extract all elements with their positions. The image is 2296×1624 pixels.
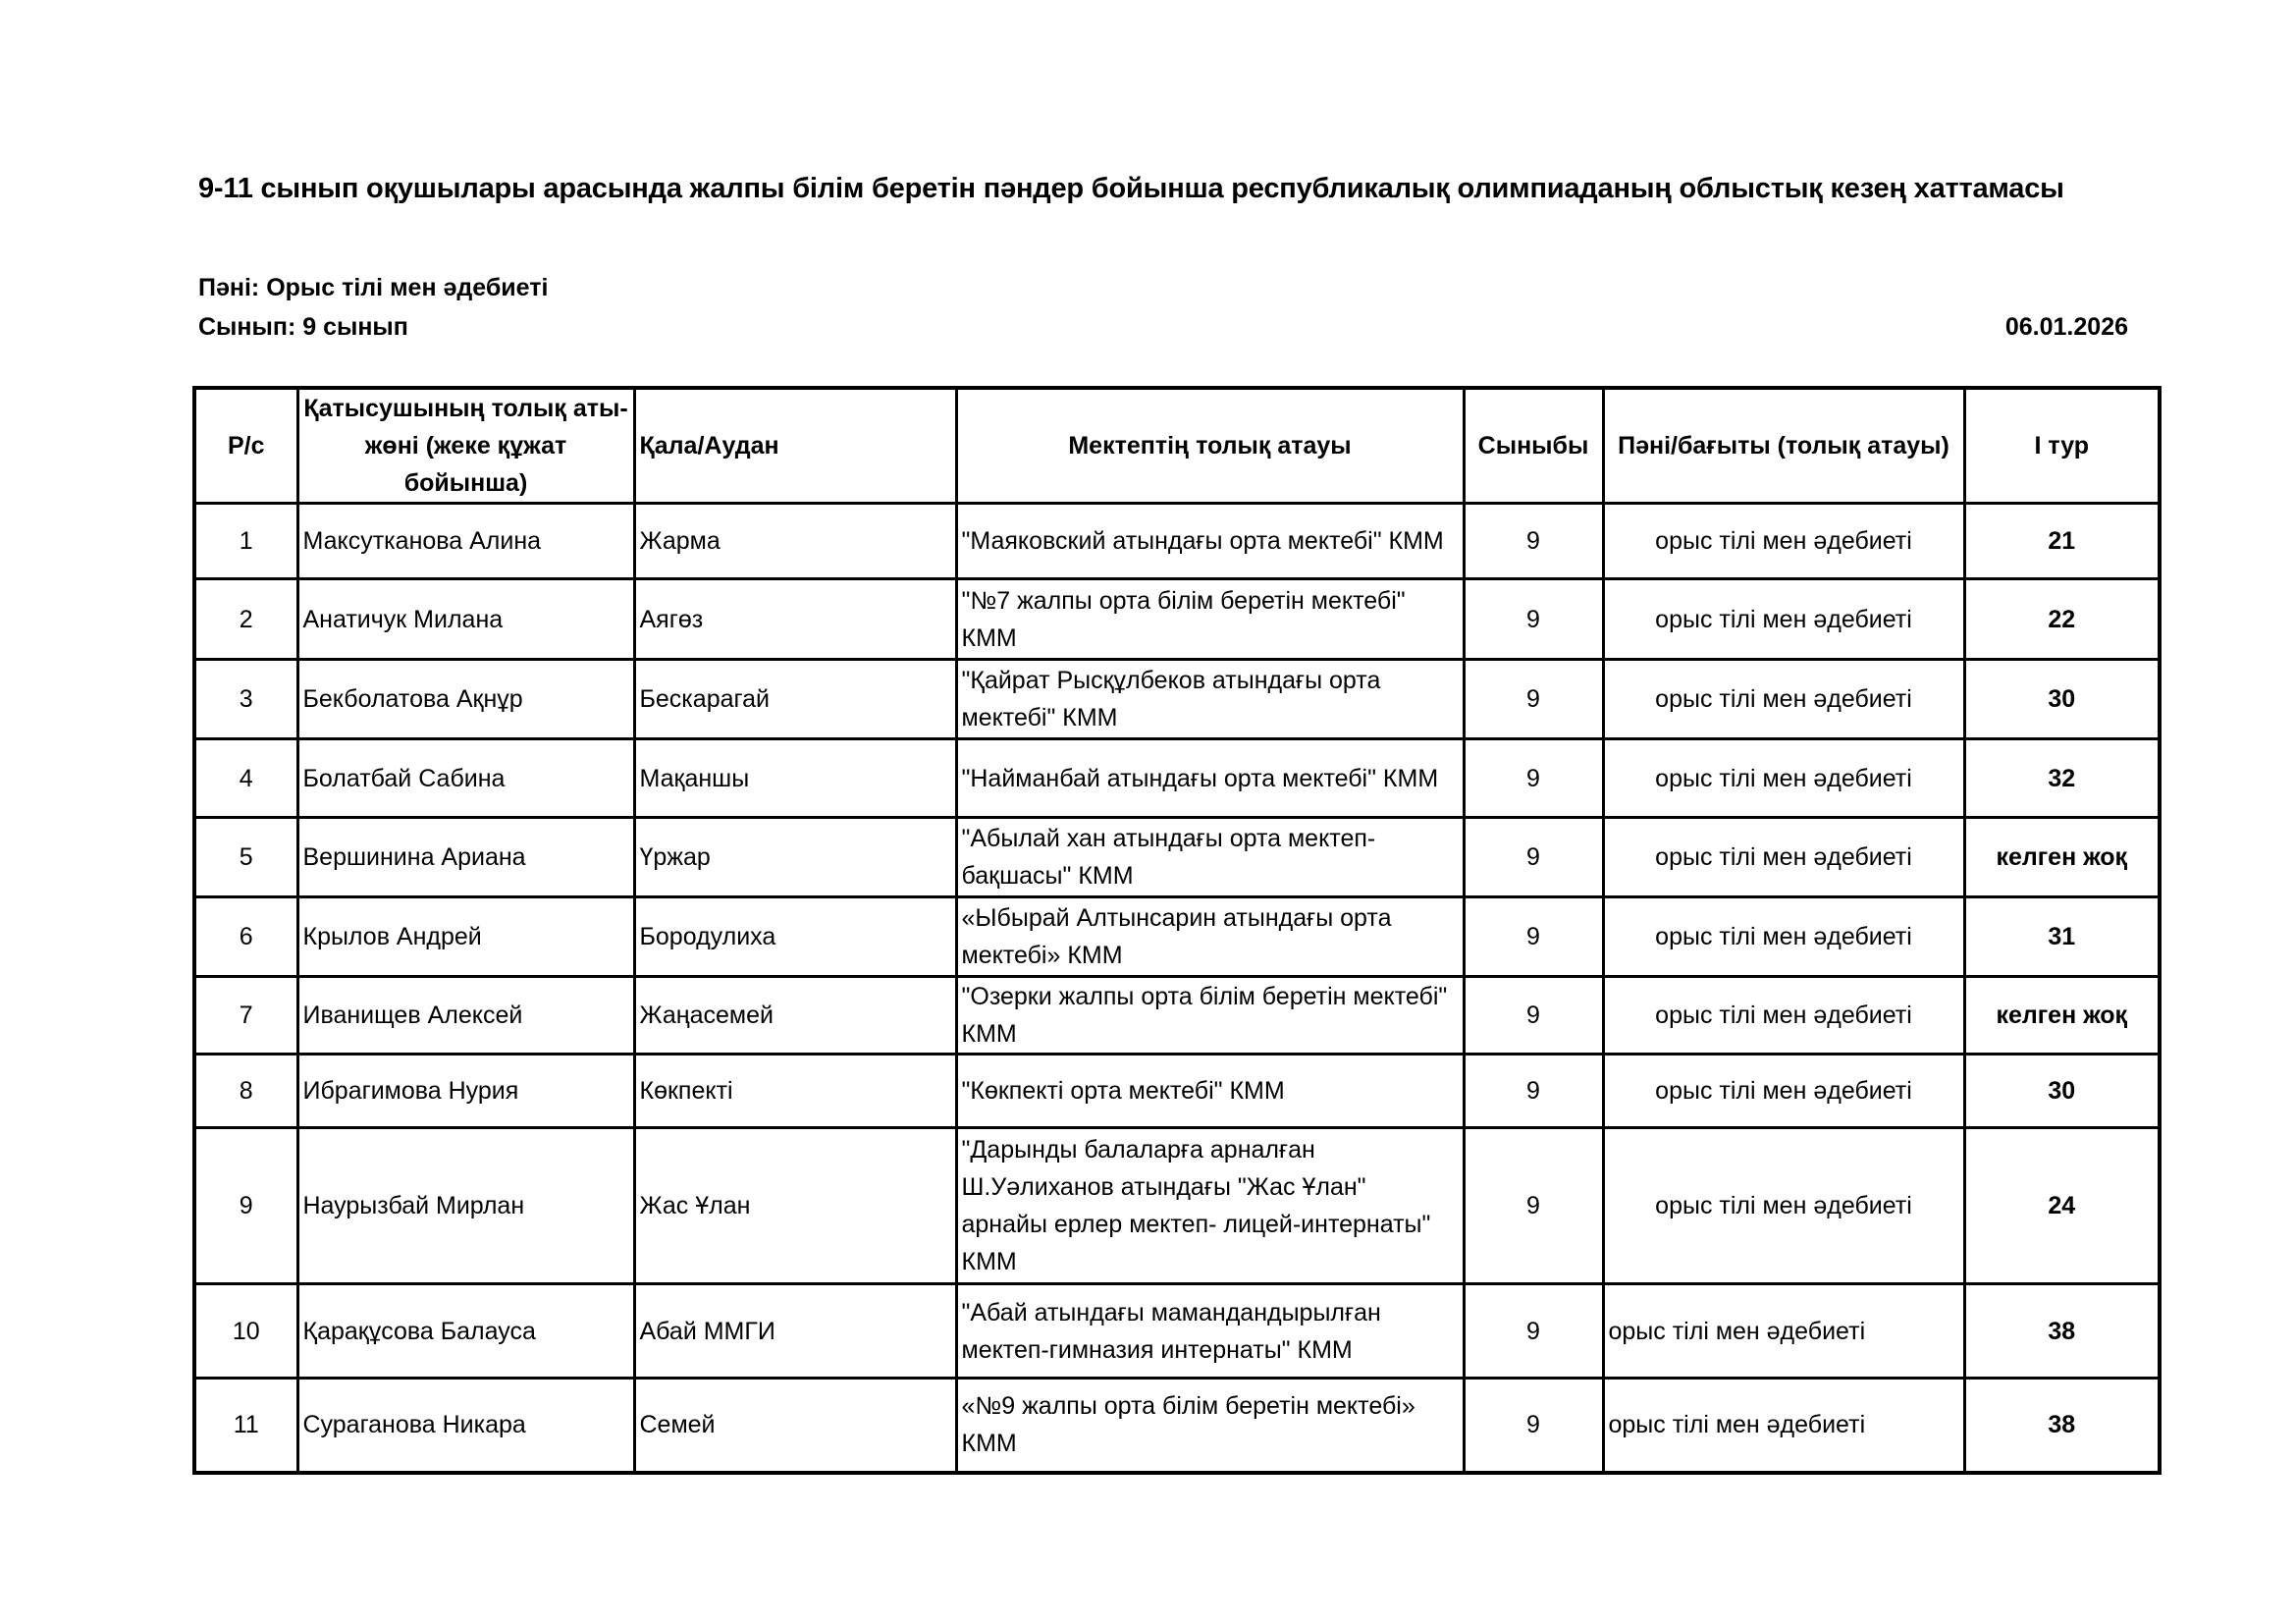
table-row — [194, 977, 2160, 1055]
participant-name-cell: Ибрагимова Нурия — [297, 1055, 634, 1128]
school-name-cell: "Озерки жалпы орта білім беретін мектебі" КММ — [956, 977, 1464, 1055]
subject-cell: орыс тілі мен әдебиеті — [1603, 818, 1964, 897]
row-number-cell: 9 — [194, 1128, 297, 1284]
document-date: 06.01.2026 — [2004, 313, 2128, 341]
school-name-cell: "Дарынды балаларға арналған Ш.Уәлиханов атындағы "Жас Ұлан" арнайы ерлер мектеп- лицей-интернаты" КММ — [956, 1128, 1464, 1284]
row-number-cell: 1 — [194, 504, 297, 579]
score-cell: 22 — [1964, 579, 2160, 660]
participant-name-cell: Максутканова Алина — [297, 504, 634, 579]
table-row — [194, 1379, 2160, 1473]
city-district-cell: Семей — [634, 1379, 956, 1473]
header-row-number: Р/с — [194, 388, 297, 504]
row-number-cell: 10 — [194, 1284, 297, 1379]
city-district-cell: Абай ММГИ — [634, 1284, 956, 1379]
table-row — [194, 897, 2160, 977]
row-number-cell: 4 — [194, 739, 297, 818]
score-cell: 21 — [1964, 504, 2160, 579]
score-cell: 30 — [1964, 660, 2160, 739]
city-district-cell: Мақаншы — [634, 739, 956, 818]
document-title: 9-11 сынып оқушылары арасында жалпы білім беретін пәндер бойынша республикалық олимпиаданың облыстық кезең хаттамасы — [198, 173, 2064, 204]
school-name-cell: «Ыбырай Алтынсарин атындағы орта мектебі» КММ — [956, 897, 1464, 977]
subject-cell: орыс тілі мен әдебиеті — [1603, 739, 1964, 818]
grade-cell: 9 — [1464, 739, 1603, 818]
school-name-cell: "№7 жалпы орта білім беретін мектебі" КММ — [956, 579, 1464, 660]
subject-cell: орыс тілі мен әдебиеті — [1603, 1284, 1964, 1379]
school-name-cell: "Найманбай атындағы орта мектебі" КММ — [956, 739, 1464, 818]
score-cell: келген жоқ — [1964, 818, 2160, 897]
participant-name-cell: Анатичук Милана — [297, 579, 634, 660]
class-line: Сынып: 9 сынып — [198, 313, 408, 341]
results-table — [192, 386, 2162, 1475]
table-body — [194, 504, 2160, 1473]
header-grade: Сыныбы — [1464, 388, 1603, 504]
participant-name-cell: Наурызбай Мирлан — [297, 1128, 634, 1284]
table-header-row — [194, 388, 2160, 504]
subject-cell: орыс тілі мен әдебиеті — [1603, 1379, 1964, 1473]
grade-cell: 9 — [1464, 660, 1603, 739]
table-row — [194, 660, 2160, 739]
city-district-cell: Бескарагай — [634, 660, 956, 739]
city-district-cell: Жарма — [634, 504, 956, 579]
table-row — [194, 739, 2160, 818]
city-district-cell: Бородулиха — [634, 897, 956, 977]
score-cell: 24 — [1964, 1128, 2160, 1284]
participant-name-cell: Вершинина Ариана — [297, 818, 634, 897]
header-participant-name: Қатысушының толық аты-жөні (жеке құжат бойынша) — [297, 388, 634, 504]
row-number-cell: 5 — [194, 818, 297, 897]
school-name-cell: «№9 жалпы орта білім беретін мектебі» КММ — [956, 1379, 1464, 1473]
score-cell: 38 — [1964, 1379, 2160, 1473]
table-row — [194, 504, 2160, 579]
row-number-cell: 8 — [194, 1055, 297, 1128]
city-district-cell: Үржар — [634, 818, 956, 897]
subject-cell: орыс тілі мен әдебиеті — [1603, 579, 1964, 660]
header-city-district: Қала/Аудан — [634, 388, 956, 504]
grade-cell: 9 — [1464, 1379, 1603, 1473]
grade-cell: 9 — [1464, 1284, 1603, 1379]
header-school-name: Мектептің толық атауы — [956, 388, 1464, 504]
city-district-cell: Жаңасемей — [634, 977, 956, 1055]
participant-name-cell: Болатбай Сабина — [297, 739, 634, 818]
table-row — [194, 579, 2160, 660]
grade-cell: 9 — [1464, 1128, 1603, 1284]
row-number-cell: 6 — [194, 897, 297, 977]
grade-cell: 9 — [1464, 504, 1603, 579]
city-district-cell: Аягөз — [634, 579, 956, 660]
participant-name-cell: Қарақұсова Балауса — [297, 1284, 634, 1379]
grade-cell: 9 — [1464, 818, 1603, 897]
score-cell: 30 — [1964, 1055, 2160, 1128]
school-name-cell: "Маяковский атындағы орта мектебі" КММ — [956, 504, 1464, 579]
participant-name-cell: Крылов Андрей — [297, 897, 634, 977]
score-cell: келген жоқ — [1964, 977, 2160, 1055]
school-name-cell: "Абылай хан атындағы орта мектеп-бақшасы" КММ — [956, 818, 1464, 897]
participant-name-cell: Бекболатова Ақнұр — [297, 660, 634, 739]
grade-cell: 9 — [1464, 1055, 1603, 1128]
table-row — [194, 1055, 2160, 1128]
subject-cell: орыс тілі мен әдебиеті — [1603, 977, 1964, 1055]
school-name-cell: "Қайрат Рысқұлбеков атындағы орта мектебі" КММ — [956, 660, 1464, 739]
subject-cell: орыс тілі мен әдебиеті — [1603, 1128, 1964, 1284]
subject-cell: орыс тілі мен әдебиеті — [1603, 1055, 1964, 1128]
grade-cell: 9 — [1464, 977, 1603, 1055]
subject-cell: орыс тілі мен әдебиеті — [1603, 504, 1964, 579]
table-row — [194, 818, 2160, 897]
participant-name-cell: Иванищев Алексей — [297, 977, 634, 1055]
city-district-cell: Көкпекті — [634, 1055, 956, 1128]
subject-cell: орыс тілі мен әдебиеті — [1603, 897, 1964, 977]
school-name-cell: "Абай атындағы мамандандырылған мектеп-гимназия интернаты" КММ — [956, 1284, 1464, 1379]
row-number-cell: 7 — [194, 977, 297, 1055]
row-number-cell: 11 — [194, 1379, 297, 1473]
city-district-cell: Жас Ұлан — [634, 1128, 956, 1284]
participant-name-cell: Сураганова Никара — [297, 1379, 634, 1473]
header-subject: Пәні/бағыты (толық атауы) — [1603, 388, 1964, 504]
row-number-cell: 3 — [194, 660, 297, 739]
score-cell: 32 — [1964, 739, 2160, 818]
subject-cell: орыс тілі мен әдебиеті — [1603, 660, 1964, 739]
table-row — [194, 1128, 2160, 1284]
grade-cell: 9 — [1464, 579, 1603, 660]
table-row — [194, 1284, 2160, 1379]
subject-line: Пәні: Орыс тілі мен әдебиеті — [198, 274, 549, 301]
score-cell: 38 — [1964, 1284, 2160, 1379]
school-name-cell: "Көкпекті орта мектебі" КММ — [956, 1055, 1464, 1128]
header-round-one: I тур — [1964, 388, 2160, 504]
grade-cell: 9 — [1464, 897, 1603, 977]
score-cell: 31 — [1964, 897, 2160, 977]
row-number-cell: 2 — [194, 579, 297, 660]
